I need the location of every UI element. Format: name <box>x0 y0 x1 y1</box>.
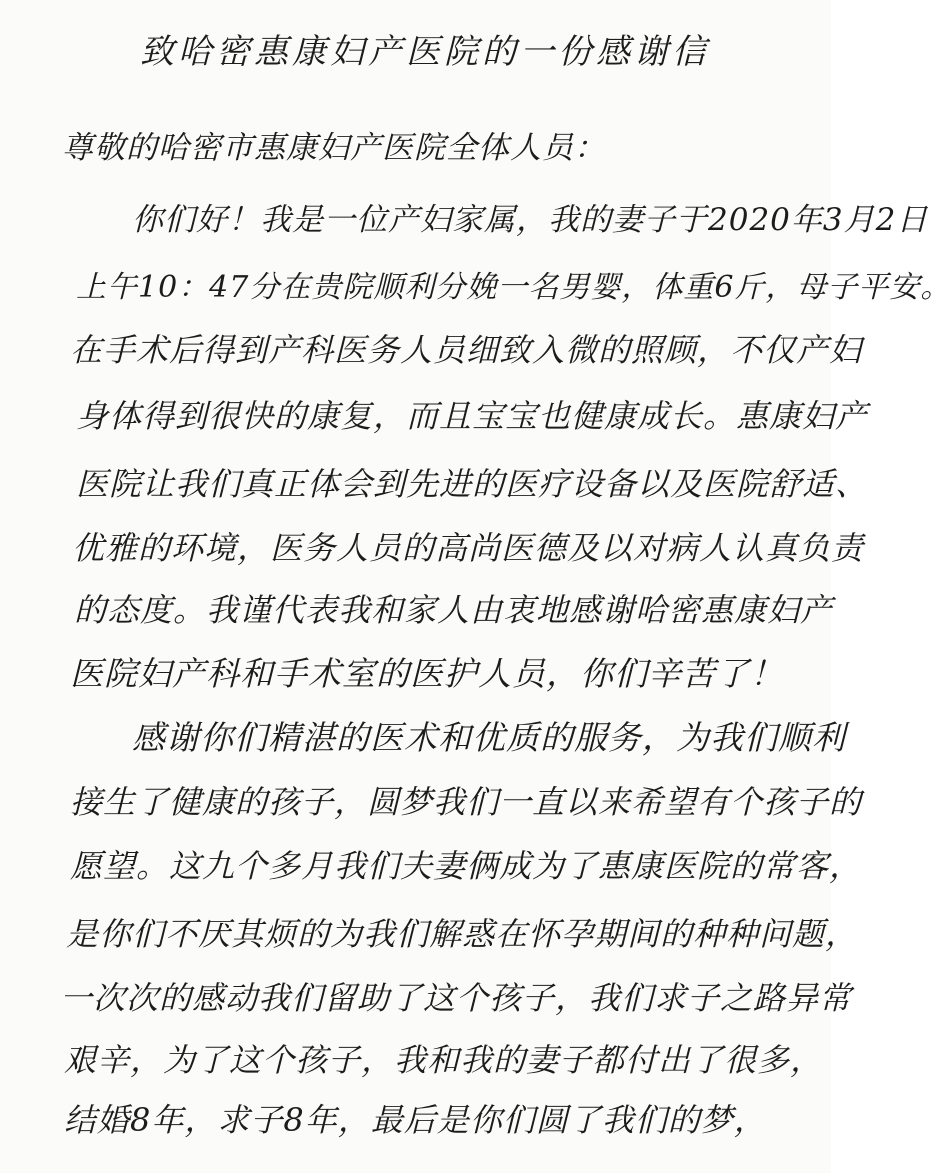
letter-line-5: 医院让我们真正体会到先进的医疗设备以及医院舒适、 <box>76 465 869 503</box>
letter-title: 致哈密惠康妇产医院的一份感谢信 <box>140 32 710 72</box>
letter-line-8: 医院妇产科和手术室的医护人员，你们辛苦了！ <box>70 654 784 693</box>
letter-line-4: 身体得到很快的康复，而且宝宝也健康成长。惠康妇产 <box>76 397 869 435</box>
letter-line-3: 在手术后得到产科医务人员细致入微的照顾，不仅产妇 <box>70 331 863 369</box>
letter-line-6: 优雅的环境，医务人员的高尚医德及以对病人认真负责 <box>72 529 865 567</box>
letter-line-9: 感谢你们精湛的医术和优质的服务，为我们顺利 <box>132 718 846 757</box>
letter-line-13: 一次次的感动我们留助了这个孩子，我们求子之路异常 <box>60 979 853 1017</box>
letter-line-14: 艰辛，为了这个孩子，我和我的妻子都付出了很多， <box>64 1041 824 1079</box>
letter-line-2: 上午10：47分在贵院顺利分娩一名男婴，体重6斤，母子平安。 <box>76 270 951 305</box>
letter-line-1: 你们好！我是一位产妇家属，我的妻子于2020年3月2日 <box>132 202 929 238</box>
letter-line-10: 接生了健康的孩子，圆梦我们一直以来希望有个孩子的 <box>70 783 863 821</box>
letter-line-7: 的态度。我谨代表我和家人由衷地感谢哈密惠康妇产 <box>74 591 834 629</box>
letter-salutation: 尊敬的哈密市惠康妇产医院全体人员： <box>62 130 606 166</box>
letter-line-12: 是你们不厌其烦的为我们解惑在怀孕期间的种种问题， <box>66 915 859 953</box>
letter-line-15: 结婚8年，求子8年，最后是你们圆了我们的梦， <box>64 1101 767 1139</box>
letter-line-11: 愿望。这九个多月我们夫妻俩成为了惠康医院的常客， <box>70 847 863 885</box>
